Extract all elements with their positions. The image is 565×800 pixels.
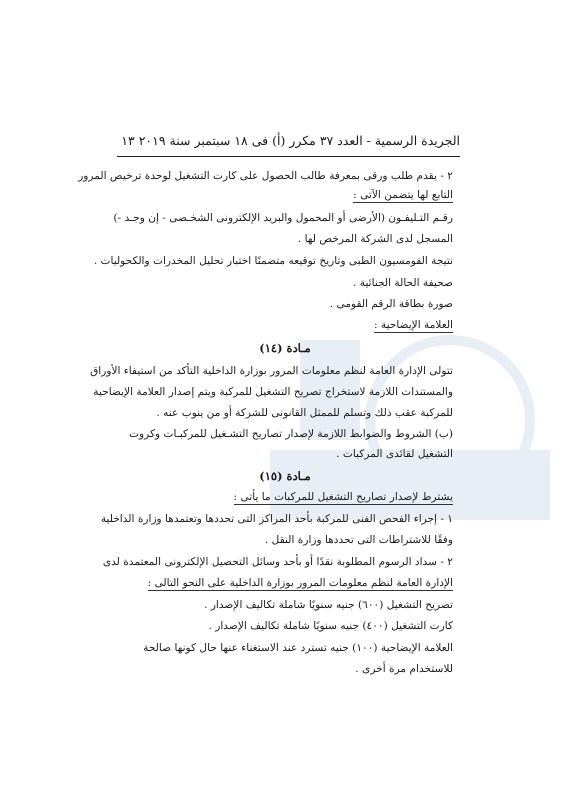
text-line: تصريح التشغيل (٦٠٠) جنيه سنويًا شاملة تكاليف الإصدار .: [204, 599, 453, 611]
text-line: والمستندات اللازمة لاستخراج تصريح التشغيل للمركبة ويتم إصدار العلامة الإيضاحية: [93, 386, 453, 398]
text-line: تتولى الإدارة العامة لنظم معلومات المرور بوزارة الداخلية التأكد من استيفاء الأوراق: [90, 365, 453, 377]
text-line: صورة بطاقة الرقم القومى .: [329, 298, 453, 310]
text-line: صحيفة الحالة الجنائية .: [353, 277, 453, 289]
text-line: العلامة الإيضاحية (١٠٠) جنيه تسترد عند الاستغناء عنها حال كونها صالحة: [143, 642, 453, 654]
text-line: يشترط لإصدار تصاريح التشغيل للمركبات ما يأتى :: [233, 491, 453, 503]
text-line: ١ - إجراء الفحص الفنى للمركبة بأحد المراكز التى تحددها وتعتمدها وزارة الداخلية: [100, 513, 453, 525]
text-line: للمركبة عقب ذلك وتسلم للممثل القانونى للشركة أو من ينوب عنه .: [156, 407, 453, 419]
text-line: ٢ - سداد الرسوم المطلوبة نقدًا أو بأحد وسائل التحصيل الإلكترونى المعتمدة لدى: [102, 556, 453, 568]
text-line: للاستخدام مرة أخرى .: [355, 663, 453, 675]
text-line: (ب) الشروط والضوابط اللازمة لإصدار تصاريح التشـغيل للمركبـات وكروت: [129, 428, 453, 440]
text-line: المسجل لدى الشركة المرخص لها .: [297, 233, 453, 245]
text-line: التابع لها يتضمن الآتى :: [353, 189, 453, 201]
text-line: ٢ - يقدم طلب ورقى بمعرفة طالب الحصول على كارت التشغيل لوحدة ترخيص المرور: [78, 170, 453, 182]
text-line: الإدارة العامة لنظم معلومات المرور بوزارة الداخلية على النحو التالى :: [147, 577, 453, 589]
header-divider: [117, 156, 460, 157]
text-line: وفقًا للاشتراطات التى تحددها وزارة النقل .: [264, 534, 453, 546]
article-14-heading: مـادة (١٤): [259, 341, 311, 355]
text-line: العلامة الإيضاحية :: [373, 319, 453, 331]
gazette-header: الجريدة الرسمية - العدد ٣٧ مكرر (أ) فى ١٨ سبتمبر سنة ٢٠١٩ ١٣: [121, 133, 460, 148]
text-line: التشغيل لقائدى المركبات .: [336, 448, 453, 460]
text-line: كارت التشغيل (٤٠٠) جنيه سنويًا شاملة تكاليف الإصدار .: [208, 620, 453, 632]
article-15-heading: مـادة (١٥): [259, 469, 311, 483]
text-line: نتيجة الفومسيون الطبى وتاريخ توقيعه متضمنًا اختبار تحليل المخدرات والكحوليات .: [93, 255, 453, 267]
text-line: رقـم التـليفـون (الأرضى أو المحمول والبريد الإلكترونى الشخـصى - إن وجـد -): [113, 212, 453, 224]
